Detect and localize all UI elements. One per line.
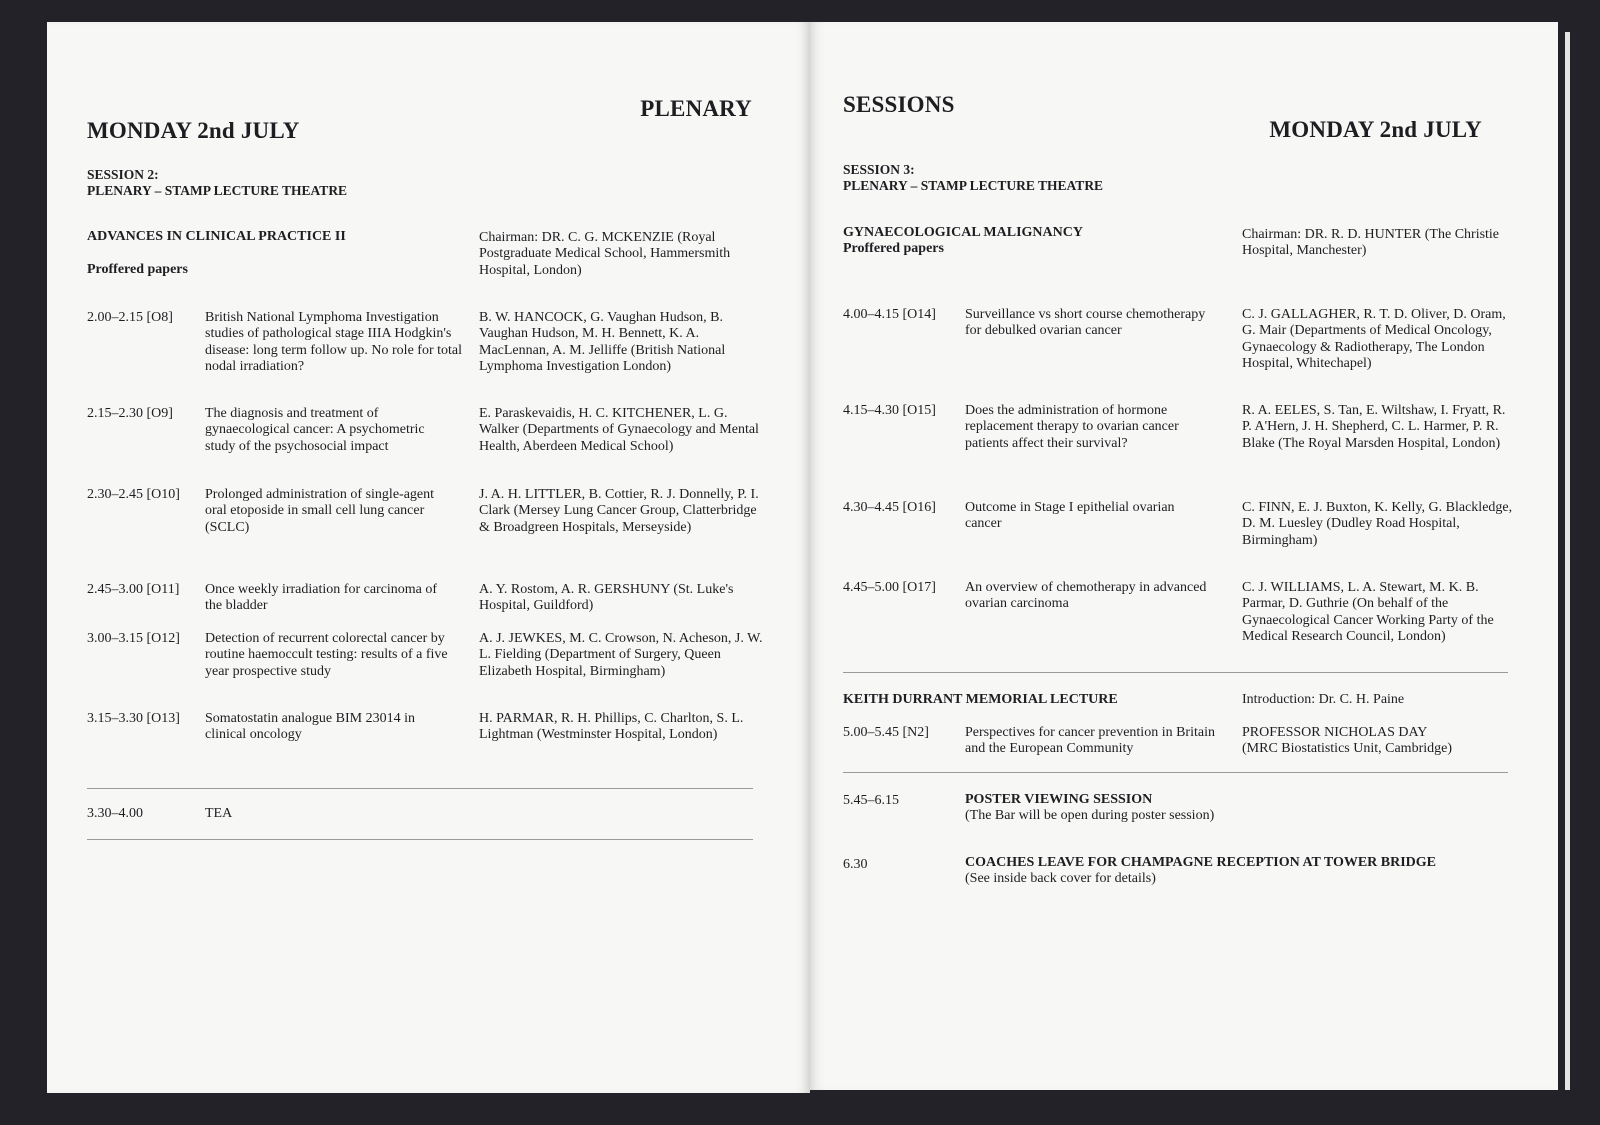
session-heading (87, 167, 347, 199)
page-title: PLENARY (640, 96, 752, 121)
paper-authors: A. J. JEWKES, M. C. Crowson, N. Acheson, J. W. L. Fielding (Department of Surgery, Queen Elizabeth Hospital, Birmingham) (479, 631, 763, 679)
poster-title: POSTER VIEWING SESSION (965, 792, 1153, 807)
lecture-speaker (1242, 725, 1517, 758)
paper-authors: C. J. WILLIAMS, L. A. Stewart, M. K. B. Parmar, D. Guthrie (On behalf of the Gynaecological Cancer Working Party of the Medical Research Council, London) (1242, 580, 1494, 645)
coaches-note: (See inside back cover for details) (965, 871, 1156, 886)
paper-authors: B. W. HANCOCK, G. Vaughan Hudson, B. Vaughan Hudson, M. H. Bennett, K. A. MacLennan, A. M. Jelliffe (British National Lymphoma Investigation London) (479, 310, 726, 375)
paper-authors: J. A. H. LITTLER, B. Cottier, R. J. Donnelly, P. I. Clark (Mersey Lung Cancer Group, Clatterbridge & Broadgreen Hospitals, Merseyside) (479, 487, 759, 535)
paper-time: 4.30–4.45 [O16] (843, 500, 936, 515)
paper-title: Once weekly irradiation for carcinoma of the bladder (205, 582, 438, 614)
paper-authors: R. A. EELES, S. Tan, E. Wiltshaw, I. Fryatt, R. P. A'Hern, J. H. Shepherd, C. L. Harmer, P. R. Blake (The Royal Marsden Hospital, London) (1242, 403, 1506, 451)
paper-title: An overview of chemotherapy in advanced ovarian carcinoma (965, 580, 1207, 612)
paper-time: 2.45–3.00 [O11] (87, 582, 180, 597)
paper-time: 4.00–4.15 [O14] (843, 307, 936, 322)
lecture-title: KEITH DURRANT MEMORIAL LECTURE (843, 692, 1118, 707)
session-venue: PLENARY – STAMP LECTURE THEATRE (87, 183, 348, 198)
paper-title: Outcome in Stage I epithelial ovarian cancer (965, 500, 1175, 532)
paper-title: Detection of recurrent colorectal cancer by routine haemoccult testing: results of a five year prospective study (205, 631, 448, 679)
session-number: SESSION 2: (87, 167, 159, 182)
poster-note: (The Bar will be open during poster session) (965, 808, 1215, 823)
divider (843, 672, 1508, 673)
session-number: SESSION 3: (843, 162, 915, 177)
coaches-title: COACHES LEAVE FOR CHAMPAGNE RECEPTION AT TOWER BRIDGE (965, 855, 1437, 870)
divider (87, 839, 753, 840)
paper-title: British National Lymphoma Investigation studies of pathological stage IIIA Hodgkin's disease: long term follow up. No role for total nodal irradiation? (205, 310, 462, 375)
lecture-time: 5.00–5.45 [N2] (843, 725, 929, 740)
divider (843, 772, 1508, 773)
paper-authors: H. PARMAR, R. H. Phillips, C. Charlton, S. L. Lightman (Westminster Hospital, London) (479, 711, 744, 743)
paper-time: 4.15–4.30 [O15] (843, 403, 936, 418)
page-edge (1565, 32, 1570, 1090)
chairman: Chairman: DR. C. G. MCKENZIE (Royal Postgraduate Medical School, Hammersmith Hospital, London) (479, 230, 731, 278)
section-title: GYNAECOLOGICAL MALIGNANCY (843, 225, 1083, 240)
paper-title: Prolonged administration of single-agent oral etoposide in small cell lung cancer (SCLC) (205, 487, 435, 535)
day-heading: MONDAY 2nd JULY (1269, 117, 1482, 142)
paper-authors: E. Paraskevaidis, H. C. KITCHENER, L. G. Walker (Departments of Gynaecology and Mental Health, Aberdeen Medical School) (479, 406, 759, 454)
paper-time: 2.15–2.30 [O9] (87, 406, 173, 421)
paper-title: Somatostatin analogue BIM 23014 in clinical oncology (205, 711, 415, 743)
page-title: SESSIONS (843, 92, 955, 117)
chairman: Chairman: DR. R. D. HUNTER (The Christie Hospital, Manchester) (1242, 227, 1500, 259)
speaker-name: PROFESSOR NICHOLAS DAY (1242, 725, 1428, 740)
coaches-departure (965, 855, 1436, 887)
tea-time: 3.30–4.00 (87, 806, 143, 821)
paper-title: The diagnosis and treatment of gynaecological cancer: A psychometric study of the psychosocial impact (205, 406, 425, 454)
poster-session (965, 792, 1214, 824)
session-venue: PLENARY – STAMP LECTURE THEATRE (843, 178, 1104, 193)
paper-time: 3.15–3.30 [O13] (87, 711, 180, 726)
paper-authors: C. FINN, E. J. Buxton, K. Kelly, G. Blackledge, D. M. Luesley (Dudley Road Hospital, Birmingham) (1242, 500, 1513, 548)
session-heading (843, 162, 1103, 194)
tea-label: TEA (205, 806, 233, 821)
divider (87, 788, 753, 789)
section-subtitle: Proffered papers (843, 241, 944, 256)
paper-time: 3.00–3.15 [O12] (87, 631, 180, 646)
section-subtitle: Proffered papers (87, 262, 188, 277)
paper-time: 2.30–2.45 [O10] (87, 487, 180, 502)
paper-authors: C. J. GALLAGHER, R. T. D. Oliver, D. Oram, G. Mair (Departments of Medical Oncology, Gynaecology & Radiotherapy, The London Hospital, Whitechapel) (1242, 307, 1506, 372)
paper-title: Does the administration of hormone replacement therapy to ovarian cancer patients affect their survival? (965, 403, 1179, 451)
right-page (810, 22, 1558, 1090)
coaches-time: 6.30 (843, 857, 868, 872)
paper-authors: A. Y. Rostom, A. R. GERSHUNY (St. Luke's Hospital, Guildford) (479, 582, 734, 614)
lecture-introduction: Introduction: Dr. C. H. Paine (1242, 692, 1405, 707)
section-title: ADVANCES IN CLINICAL PRACTICE II (87, 229, 346, 244)
day-heading: MONDAY 2nd JULY (87, 118, 300, 143)
paper-title: Surveillance vs short course chemotherapy for debulked ovarian cancer (965, 307, 1206, 339)
poster-time: 5.45–6.15 (843, 793, 899, 808)
lecture-topic: Perspectives for cancer prevention in Britain and the European Community (965, 725, 1215, 757)
left-page (47, 22, 810, 1093)
paper-time: 2.00–2.15 [O8] (87, 310, 173, 325)
speaker-affiliation: (MRC Biostatistics Unit, Cambridge) (1242, 741, 1452, 757)
paper-time: 4.45–5.00 [O17] (843, 580, 936, 595)
